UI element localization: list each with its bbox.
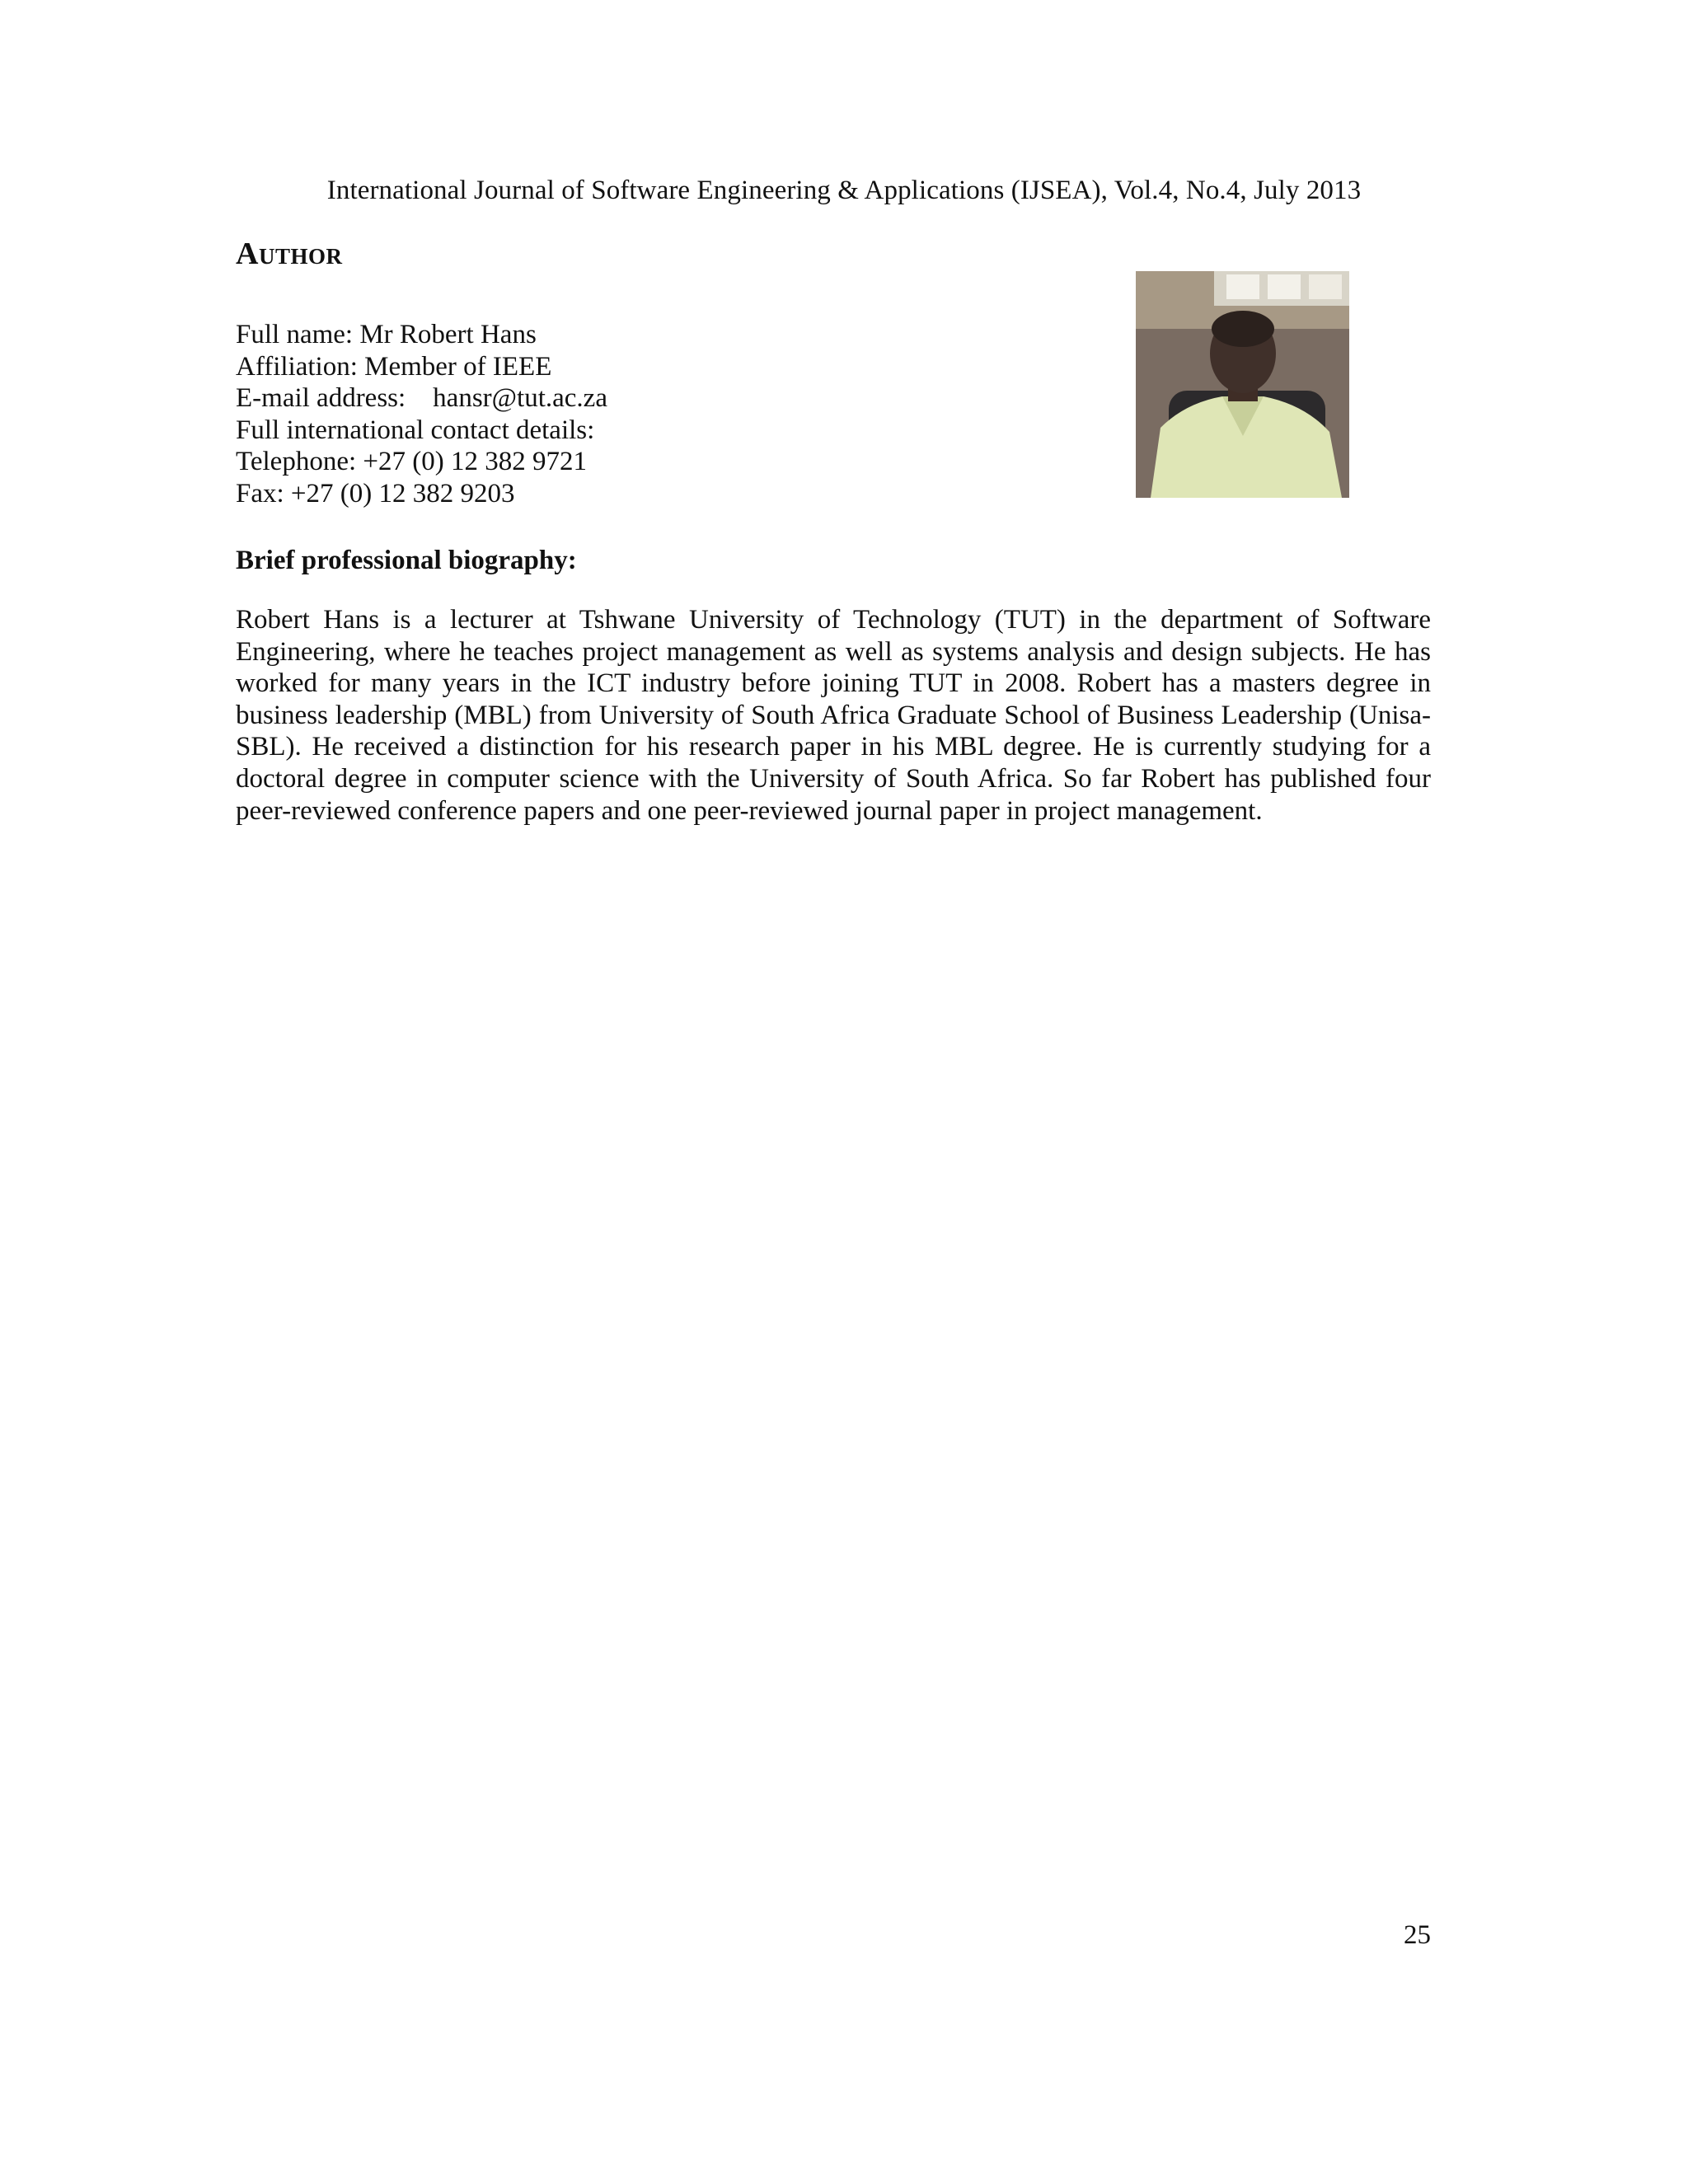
fax-line: Fax: +27 (0) 12 382 9203 xyxy=(236,478,515,509)
biography-heading: Brief professional biography: xyxy=(236,546,577,575)
author-photo xyxy=(1136,271,1349,498)
email-line: E-mail address: hansr@tut.ac.za xyxy=(236,383,607,414)
telephone-line: Telephone: +27 (0) 12 382 9721 xyxy=(236,447,587,477)
running-header: International Journal of Software Engineering & Applications (IJSEA), Vol.4, No.4, July 2013 xyxy=(326,176,1362,205)
contact-details xyxy=(236,319,607,510)
page-number: 25 xyxy=(1404,1920,1431,1950)
author-portrait-photo-icon xyxy=(1136,271,1349,498)
biography-text: Robert Hans is a lecturer at Tshwane University of Technology (TUT) in the department of Software Engineering, where he teaches project management as well as systems analysis and design subjects. He has worked for many years in the ICT industry before joining TUT in 2008. Robert has a masters degree in business leadership (MBL) from University of South Africa Graduate School of Business Leadership (Unisa-SBL). He received a distinction for his research paper in his MBL degree. He is currently studying for a doctoral degree in computer science with the University of South Africa. So far Robert has published four peer-reviewed conference papers and one peer-reviewed journal paper in project management. xyxy=(236,605,1431,826)
section-title: Author xyxy=(236,237,343,271)
contact-heading-line: Full international contact details: xyxy=(236,415,595,445)
affiliation-line: Affiliation: Member of IEEE xyxy=(236,351,552,382)
full-name-line: Full name: Mr Robert Hans xyxy=(236,320,537,349)
